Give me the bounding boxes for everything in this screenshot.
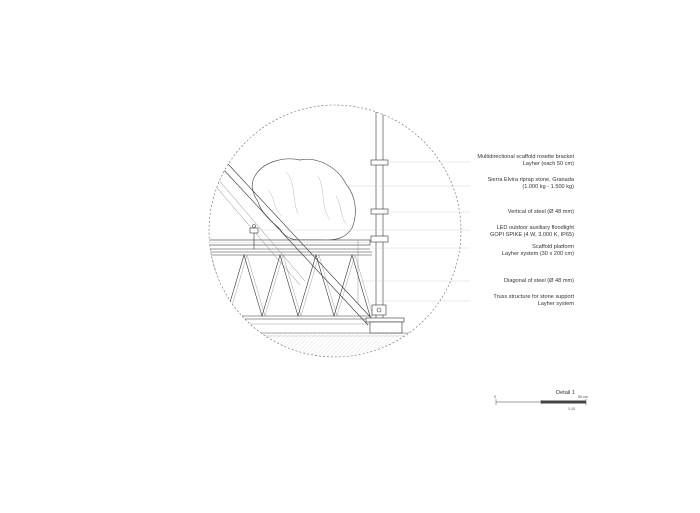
truss-structure <box>205 252 373 324</box>
label-scaffold-platform: Scaffold platform Layher system (30 x 200 cm) <box>501 244 574 257</box>
label-diagonal-steel: Diagonal of steel (Ø 48 mm) <box>504 278 574 284</box>
ground-section <box>200 333 470 373</box>
riprap-stone <box>252 159 355 240</box>
vertical-steel <box>358 112 404 333</box>
scale-ratio: 1:10 <box>568 407 575 411</box>
label-riprap-stone: Sierra Elvira riprap stone, Granada (1.000 kg - 1.500 kg) <box>487 177 574 190</box>
scale-end: 50 cm <box>578 395 588 399</box>
label-rosette-bracket: Multidirectional scaffold rosette bracket Layher (each 50 cm) <box>477 154 574 167</box>
led-floodlight <box>250 225 258 250</box>
scale-bar <box>496 399 586 405</box>
label-truss-structure: Truss structure for stone support Layher system <box>493 294 574 307</box>
detail-title: Detail 1 <box>556 390 575 396</box>
label-vertical-steel: Vertical of steel (Ø 48 mm) <box>507 209 574 215</box>
scaffold-platform <box>205 240 370 249</box>
scale-start: 0 <box>494 395 496 399</box>
label-led-floodlight: LED outdoor auxiliary floodlight GOPI SPIKE (4 W, 3.000 K, IP65) <box>490 225 574 238</box>
